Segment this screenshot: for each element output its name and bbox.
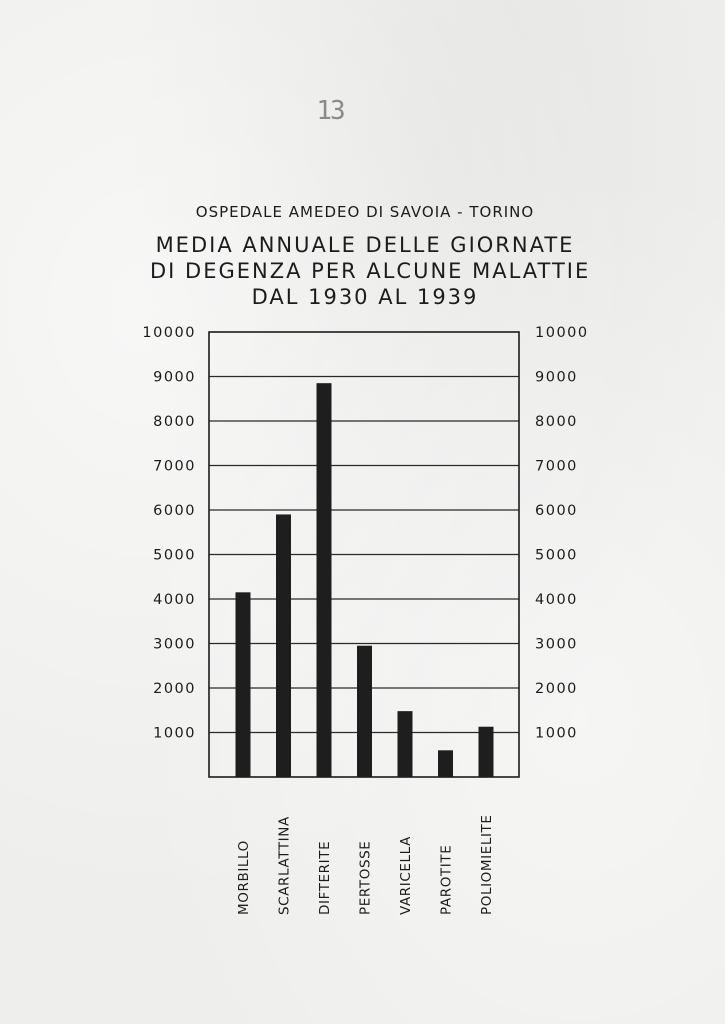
y-tick-label-left-6000: 6000 [153, 503, 196, 519]
page-number: 13 [316, 96, 344, 126]
chart-title-line-3: DAL 1930 AL 1939 [251, 285, 479, 309]
y-tick-label-left-7000: 7000 [153, 458, 196, 475]
hospital-header: OSPEDALE AMEDEO DI SAVOIA - TORINO [195, 203, 535, 221]
bar-difterite [317, 383, 332, 777]
category-label-scarlattina: SCARLATTINA [276, 816, 293, 915]
category-label-morbillo: MORBILLO [236, 840, 252, 915]
y-tick-label-right-3000: 3000 [535, 636, 578, 653]
y-tick-label-left-5000: 5000 [153, 547, 196, 564]
y-tick-label-right-7000: 7000 [535, 458, 578, 475]
y-tick-label-left-1000: 1000 [153, 725, 196, 742]
y-tick-label-right-6000: 6000 [535, 503, 578, 519]
bar-varicella [398, 711, 413, 777]
y-tick-label-right-8000: 8000 [535, 414, 578, 430]
category-label-poliomielite: POLIOMIELITE [479, 814, 495, 915]
y-tick-label-left-10000: 10000 [142, 325, 196, 341]
y-tick-label-right-2000: 2000 [535, 681, 578, 697]
y-tick-label-left-8000: 8000 [153, 414, 196, 430]
y-tick-label-right-4000: 4000 [535, 592, 578, 608]
category-label-parotite: PAROTITE [438, 844, 455, 915]
chart-title-line-1: MEDIA ANNUALE DELLE GIORNATE [155, 233, 575, 257]
chart-title-line-2: DI DEGENZA PER ALCUNE MALATTIE [150, 259, 591, 283]
y-tick-label-left-9000: 9000 [153, 369, 196, 386]
y-tick-label-right-10000: 10000 [535, 325, 589, 341]
y-tick-label-left-3000: 3000 [153, 636, 196, 653]
y-tick-label-right-1000: 1000 [535, 725, 578, 742]
bar-parotite [438, 750, 453, 777]
category-label-varicella: VARICELLA [398, 836, 414, 915]
y-tick-label-left-2000: 2000 [153, 681, 196, 697]
bar-poliomielite [479, 727, 494, 777]
bar-pertosse [357, 646, 372, 777]
bar-scarlattina [276, 514, 291, 777]
y-tick-label-right-5000: 5000 [535, 547, 578, 564]
y-tick-label-right-9000: 9000 [535, 369, 578, 386]
category-label-difterite: DIFTERITE [317, 840, 333, 915]
bar-morbillo [236, 592, 251, 777]
category-label-pertosse: PERTOSSE [357, 840, 374, 915]
y-tick-label-left-4000: 4000 [153, 592, 196, 608]
